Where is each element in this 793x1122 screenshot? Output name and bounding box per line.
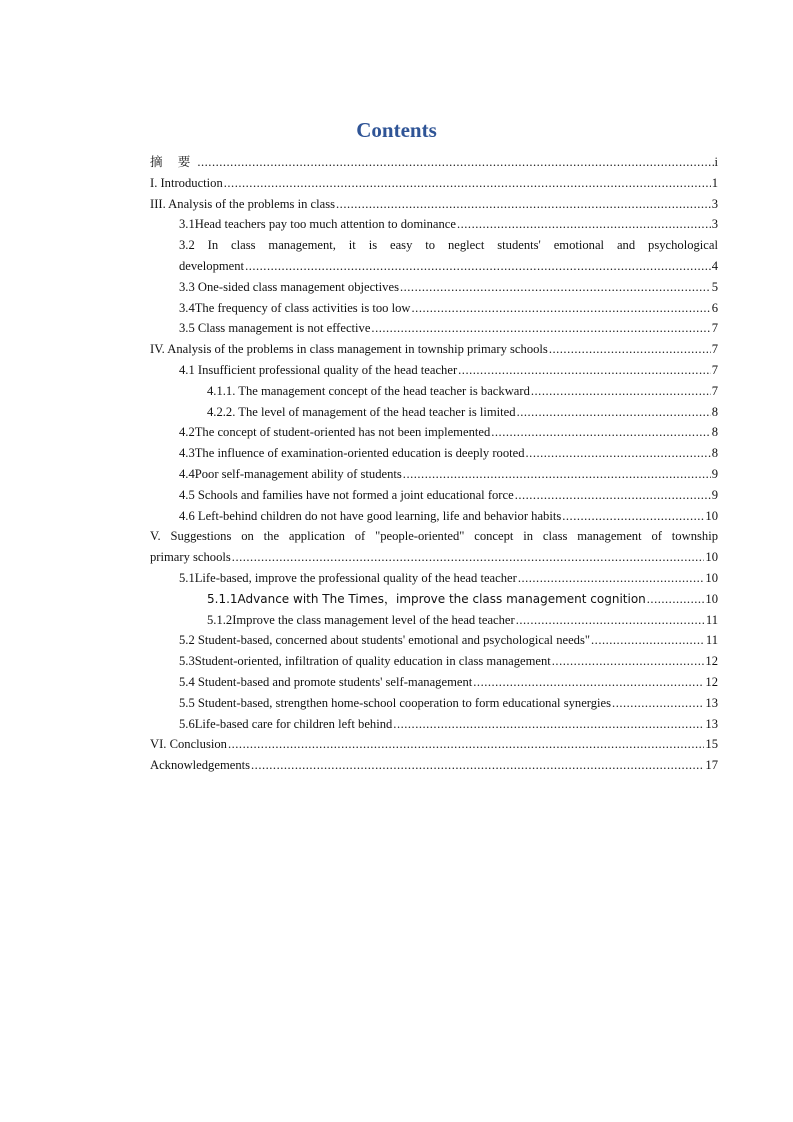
toc-entry-chapter-4[interactable]: IV. Analysis of the problems in class management in township primary schools ..... 7 [150, 339, 718, 360]
toc-entry-5-3[interactable]: 5.3Student-oriented, infiltration of quality education in class management ..... 12 [150, 651, 718, 672]
toc-entry-5-5[interactable]: 5.5 Student-based, strengthen home-school cooperation to form educational synergies ..... 13 [150, 693, 718, 714]
toc-entry-3-2-line1[interactable]: 3.2 In class management, it is easy to neglect students' emotional and psychological [179, 238, 718, 253]
toc-entry-abstract[interactable]: 摘 要 ..... i [150, 152, 718, 173]
toc-entry-3-2[interactable]: development ..... 4 [150, 256, 718, 277]
toc-entry-3-4[interactable]: 3.4The frequency of class activities is too low ..... 6 [150, 298, 718, 319]
toc-entry-conclusion[interactable]: VI. Conclusion ..... 15 [150, 734, 718, 755]
toc-entry-4-2[interactable]: 4.2The concept of student-oriented has not been implemented ..... 8 [150, 422, 718, 443]
toc-entry-4-1-1[interactable]: 4.1.1. The management concept of the head teacher is backward ..... 7 [150, 381, 718, 402]
toc-entry-5-1-1[interactable]: 5.1.1Advance with The Times，improve the class management cognition ..... 10 [150, 589, 718, 610]
toc-entry-introduction[interactable]: I. Introduction ..... 1 [150, 173, 718, 194]
toc-entry-chapter-5-line1[interactable]: V. Suggestions on the application of "people-oriented" concept in class management of township [150, 529, 718, 544]
toc-entry-4-3[interactable]: 4.3The influence of examination-oriented education is deeply rooted ..... 8 [150, 443, 718, 464]
toc-entry-4-5[interactable]: 4.5 Schools and families have not formed a joint educational force ..... 9 [150, 485, 718, 506]
toc-entry-4-4[interactable]: 4.4Poor self-management ability of students ..... 9 [150, 464, 718, 485]
toc-entry-chapter-5[interactable]: primary schools ..... 10 [150, 547, 718, 568]
toc-entry-3-5[interactable]: 3.5 Class management is not effective ..... 7 [150, 318, 718, 339]
toc-entry-4-1[interactable]: 4.1 Insufficient professional quality of the head teacher ..... 7 [150, 360, 718, 381]
toc-entry-3-1[interactable]: 3.1Head teachers pay too much attention to dominance ..... 3 [150, 214, 718, 235]
toc-entry-acknowledgements[interactable]: Acknowledgements ..... 17 [150, 755, 718, 776]
toc-entry-5-6[interactable]: 5.6Life-based care for children left behind ..... 13 [150, 714, 718, 735]
toc-entry-4-6[interactable]: 4.6 Left-behind children do not have good learning, life and behavior habits ..... 10 [150, 506, 718, 527]
page-title: Contents [356, 118, 437, 142]
toc-entry-chapter-3[interactable]: III. Analysis of the problems in class ..... 3 [150, 194, 718, 215]
toc-entry-3-3[interactable]: 3.3 One-sided class management objectives ..... 5 [150, 277, 718, 298]
toc-entry-5-1-2[interactable]: 5.1.2Improve the class management level of the head teacher ..... 11 [150, 610, 718, 631]
toc-entry-5-4[interactable]: 5.4 Student-based and promote students' self-management ..... 12 [150, 672, 718, 693]
toc-entry-4-2-2[interactable]: 4.2.2. The level of management of the head teacher is limited ..... 8 [150, 402, 718, 423]
toc-entry-5-2[interactable]: 5.2 Student-based, concerned about students' emotional and psychological needs" ..... 11 [150, 630, 718, 651]
table-of-contents [150, 152, 718, 776]
toc-entry-5-1[interactable]: 5.1Life-based, improve the professional quality of the head teacher ..... 10 [150, 568, 718, 589]
